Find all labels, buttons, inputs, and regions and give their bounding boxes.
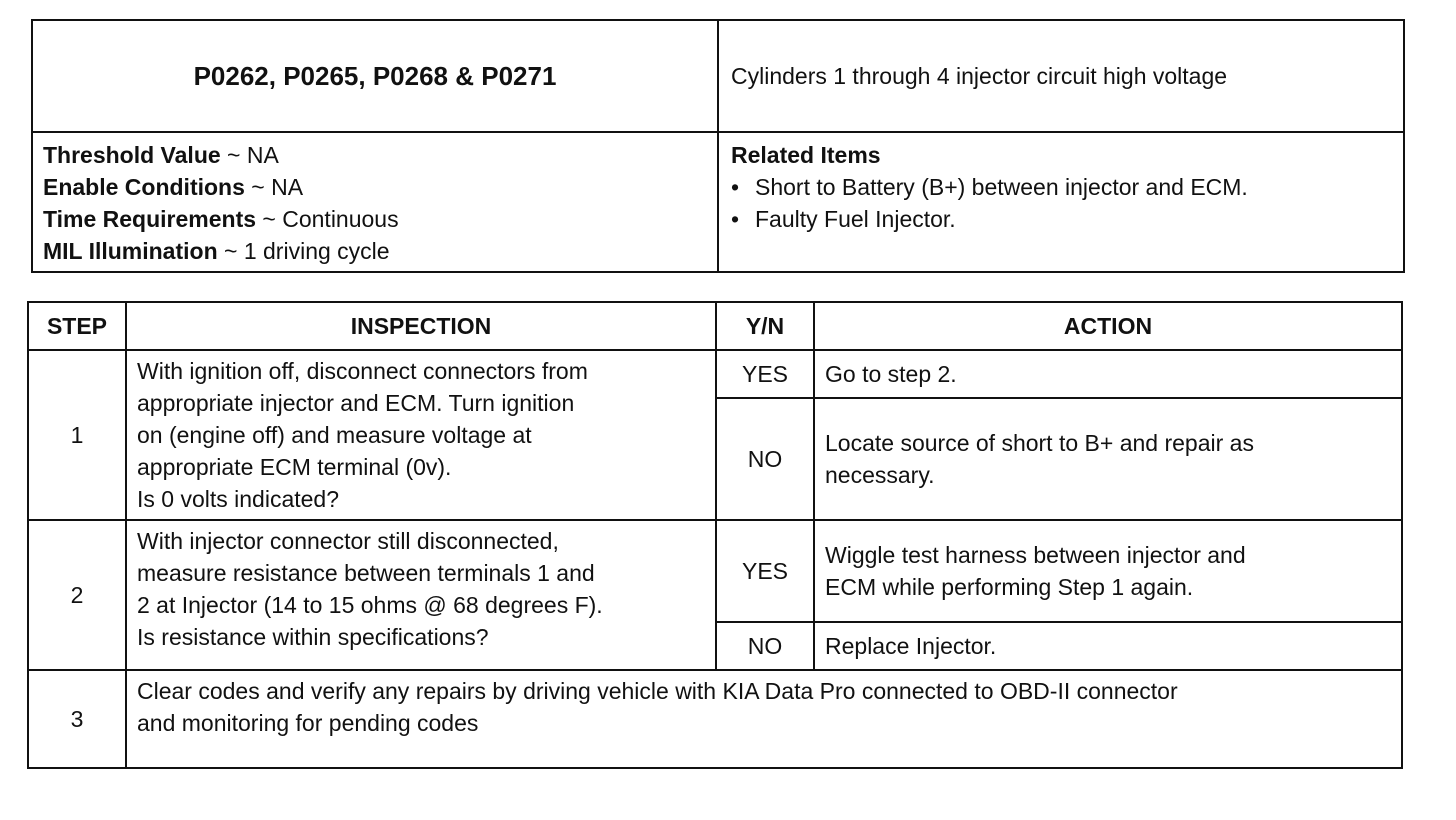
yes-action: [814, 520, 1402, 622]
condition-value: ~ NA: [251, 174, 304, 200]
header-inspection: INSPECTION: [126, 302, 716, 350]
step-3-row: [28, 670, 1402, 768]
condition-label: MIL Illumination: [43, 238, 218, 264]
action-line: Locate source of short to B+ and repair as: [825, 429, 1254, 456]
inspection-line: appropriate injector and ECM. Turn ignition: [137, 390, 575, 416]
yes-label: YES: [716, 350, 814, 398]
step-number: 3: [28, 670, 126, 768]
condition-label: Threshold Value: [43, 142, 221, 168]
header-action: ACTION: [814, 302, 1402, 350]
instruction-line: and monitoring for pending codes: [137, 710, 479, 736]
dtc-header-table: [31, 19, 1405, 273]
related-item: • Faulty Fuel Injector.: [731, 203, 1391, 235]
condition-time: [43, 203, 707, 235]
condition-value: ~ 1 driving cycle: [224, 238, 390, 264]
step-inspection: [126, 350, 716, 520]
condition-enable: [43, 171, 707, 203]
dtc-description: Cylinders 1 through 4 injector circuit high voltage: [718, 20, 1404, 132]
inspection-line: measure resistance between terminals 1 and: [137, 560, 595, 586]
action-line: Go to step 2.: [825, 360, 957, 387]
no-action: [814, 398, 1402, 520]
step-1-row-yes: [28, 350, 1402, 398]
instruction-line: Clear codes and verify any repairs by driving vehicle with KIA Data Pro connected to OBD-II connector: [137, 678, 1178, 704]
table-header-row: [28, 302, 1402, 350]
inspection-line: With injector connector still disconnected,: [137, 528, 559, 554]
action-line: ECM while performing Step 1 again.: [825, 574, 1194, 600]
diagnostic-steps-table: [27, 301, 1403, 769]
inspection-line: Is 0 volts indicated?: [137, 486, 340, 512]
conditions-cell: [32, 132, 718, 272]
no-label: NO: [716, 622, 814, 670]
action-line: Wiggle test harness between injector and: [825, 542, 1246, 568]
yes-label: YES: [716, 520, 814, 622]
step-number: 2: [28, 520, 126, 670]
condition-label: Time Requirements: [43, 206, 257, 232]
dtc-codes: P0262, P0265, P0268 & P0271: [32, 20, 718, 132]
related-items-cell: [718, 132, 1404, 272]
related-items-title: Related Items: [731, 142, 881, 168]
step-instruction: [126, 670, 1402, 768]
inspection-line: appropriate ECM terminal (0v).: [137, 454, 452, 480]
header-yn: Y/N: [716, 302, 814, 350]
no-action: [814, 622, 1402, 670]
inspection-line: With ignition off, disconnect connectors from: [137, 358, 588, 384]
inspection-line: Is resistance within specifications?: [137, 624, 489, 650]
header-step: STEP: [28, 302, 126, 350]
step-number: 1: [28, 350, 126, 520]
condition-threshold: [43, 139, 707, 171]
step-2-row-yes: [28, 520, 1402, 622]
inspection-line: 2 at Injector (14 to 15 ohms @ 68 degrees F).: [137, 592, 603, 618]
action-line: Replace Injector.: [825, 633, 997, 659]
condition-value: ~ Continuous: [262, 206, 399, 232]
step-inspection: [126, 520, 716, 670]
condition-mil: [43, 235, 707, 267]
related-item: • Short to Battery (B+) between injector and ECM.: [731, 171, 1391, 203]
yes-action: [814, 350, 1402, 398]
inspection-line: on (engine off) and measure voltage at: [137, 422, 532, 448]
no-label: NO: [716, 398, 814, 520]
action-line: necessary.: [825, 461, 935, 488]
condition-value: ~ NA: [227, 142, 279, 168]
condition-label: Enable Conditions: [43, 174, 245, 200]
